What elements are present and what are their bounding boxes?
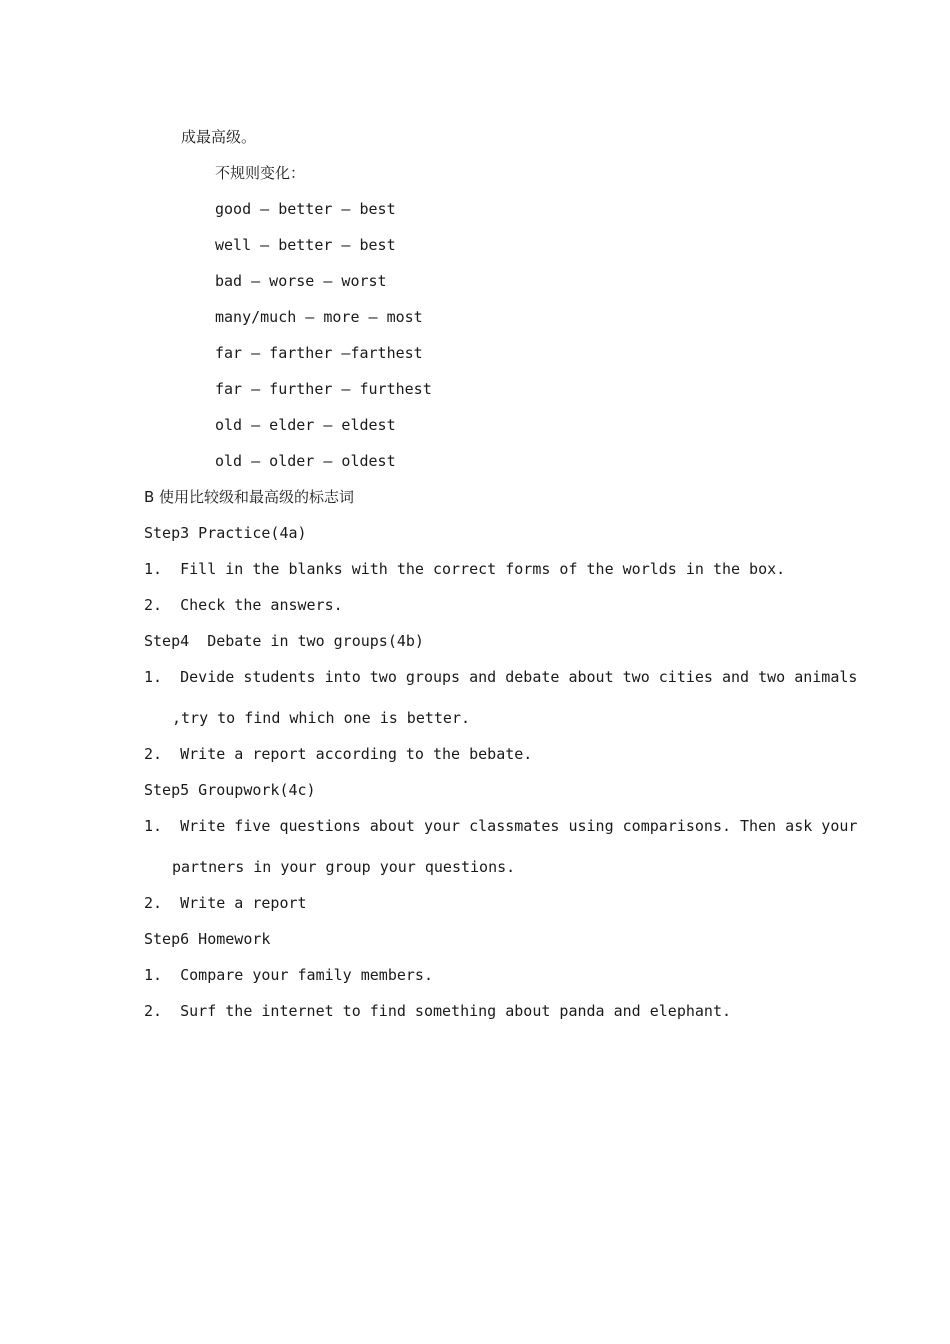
section-b-heading: B 使用比较级和最高级的标志词 (144, 488, 355, 506)
step6-item: 1. Compare your family members. (144, 966, 433, 984)
irregular-form: old — elder — eldest (215, 416, 396, 434)
irregular-form: many/much — more — most (215, 308, 423, 326)
irregular-form: far — farther —farthest (215, 344, 423, 362)
step5-item: 1. Write five questions about your classmates using comparisons. Then ask your (144, 817, 858, 835)
step4-item: 1. Devide students into two groups and debate about two cities and two animals (144, 668, 858, 686)
step5-title: Step5 Groupwork(4c) (144, 781, 316, 799)
step3-item: 1. Fill in the blanks with the correct forms of the worlds in the box. (144, 560, 786, 578)
step3-item: 2. Check the answers. (144, 596, 343, 614)
step5-item-continuation: partners in your group your questions. (172, 858, 516, 876)
step6-title: Step6 Homework (144, 930, 271, 948)
step5-item: 2. Write a report (144, 894, 307, 912)
irregular-form: good — better — best (215, 200, 396, 218)
step4-item-continuation: ,try to find which one is better. (172, 709, 471, 727)
continuation-text: 成最高级。 (181, 128, 257, 146)
step4-item: 2. Write a report according to the bebate. (144, 745, 533, 763)
irregular-heading: 不规则变化： (215, 164, 306, 182)
step3-title: Step3 Practice(4a) (144, 524, 307, 542)
irregular-form: bad — worse — worst (215, 272, 387, 290)
irregular-form: old — older — oldest (215, 452, 396, 470)
step6-item: 2. Surf the internet to find something about panda and elephant. (144, 1002, 731, 1020)
step4-title: Step4 Debate in two groups(4b) (144, 632, 424, 650)
irregular-form: far — further — furthest (215, 380, 432, 398)
irregular-form: well — better — best (215, 236, 396, 254)
